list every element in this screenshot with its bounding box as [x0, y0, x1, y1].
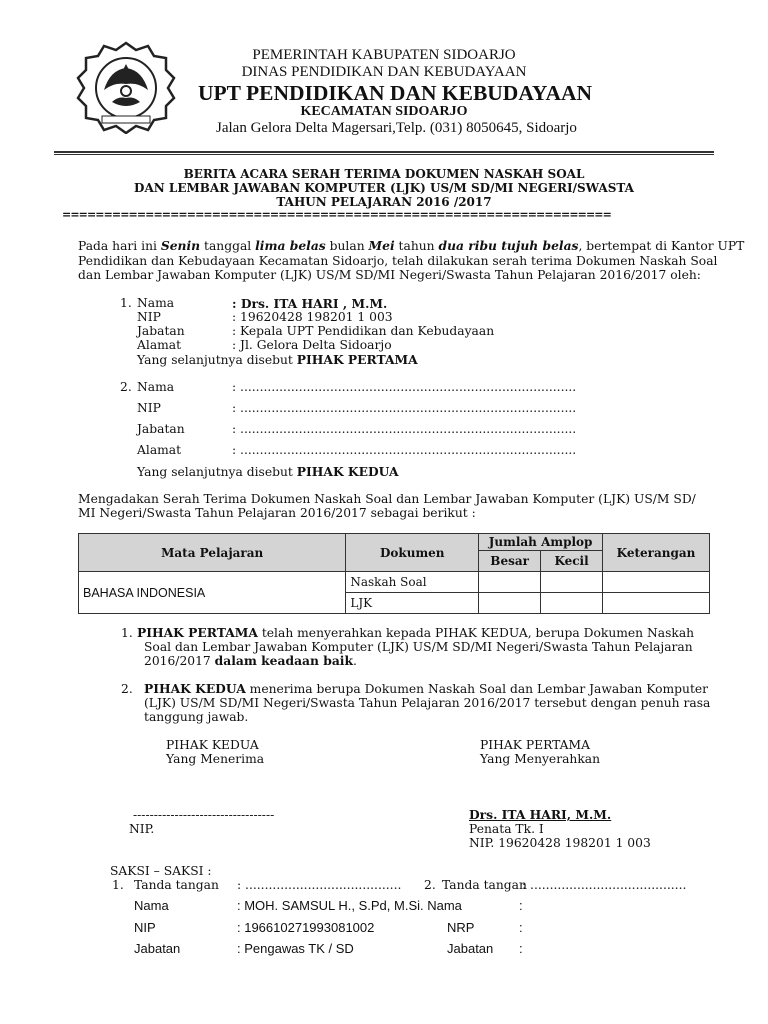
sign-right-subtitle: Yang Menyerahkan [480, 752, 601, 766]
pihak2-value-nama: : ...................................................................................... [232, 380, 577, 394]
point1-number: 1. [121, 626, 133, 640]
saksi-nama-value: : MOH. SAMSUL H., S.Pd, M.Si. Nama [237, 898, 462, 913]
saksi-2-number: 2. [424, 878, 436, 892]
header-line3: UPT PENDIDIKAN DAN KEBUDAYAAN [198, 81, 593, 105]
pihak1-footer: Yang selanjutnya disebut PIHAK PERTAMA [137, 352, 418, 367]
point2-line1: PIHAK KEDUA menerima berupa Dokumen Naskah Soal dan Lembar Jawaban Komputer [144, 681, 709, 696]
point2-line2: (LJK) US/M SD/MI Negeri/Swasta Tahun Pelajaran 2016/2017 tersebut dengan penuh rasa [144, 696, 711, 710]
doc-title-line3: TAHUN PELAJARAN 2016 /2017 [276, 195, 492, 209]
cell-keterangan [603, 572, 710, 593]
cell-besar [479, 593, 541, 614]
saksi-1-label: Tanda tangan [134, 878, 219, 892]
pihak2-footer: Yang selanjutnya disebut PIHAK KEDUA [137, 464, 399, 479]
saksi-2-label: Tanda tangan [442, 878, 527, 892]
point1-line1: PIHAK PERTAMA telah menyerahkan kepada PIHAK KEDUA, berupa Dokumen Naskah [137, 625, 695, 640]
pihak1-label-nip: NIP [137, 310, 161, 324]
doc-title-line1: BERITA ACARA SERAH TERIMA DOKUMEN NASKAH SOAL [183, 167, 585, 181]
pihak1-value-alamat: : Jl. Gelora Delta Sidoarjo [232, 338, 392, 352]
th-besar: Besar [479, 551, 541, 572]
sign-left-nip: NIP. [129, 822, 155, 836]
th-kecil: Kecil [541, 551, 603, 572]
th-dokumen: Dokumen [346, 534, 479, 572]
documents-table [78, 533, 710, 614]
intro-paragraph-line3: dan Lembar Jawaban Komputer (LJK) US/M SD/MI Negeri/Swasta Tahun Pelajaran 2016/2017 oleh: [78, 268, 701, 282]
pihak1-label-nama: Nama [137, 296, 175, 310]
saksi-nip-value: : 196610271993081002 [237, 920, 375, 935]
th-mata-pelajaran: Mata Pelajaran [79, 534, 346, 572]
saksi-title: SAKSI – SAKSI : [110, 864, 212, 878]
th-jumlah-amplop: Jumlah Amplop [479, 534, 603, 551]
saksi-1-signature-line: : ........................................ [237, 878, 402, 892]
sign-right-rank: Penata Tk. I [469, 822, 544, 836]
sign-right-nip: NIP. 19620428 198201 1 003 [469, 836, 651, 850]
cell-dokumen: Naskah Soal [346, 572, 479, 593]
header-divider-thin [54, 154, 714, 155]
mengadakan-line2: MI Negeri/Swasta Tahun Pelajaran 2016/2017 sebagai berikut : [78, 506, 476, 520]
cell-keterangan [603, 593, 710, 614]
point2-number: 2. [121, 682, 133, 696]
pihak2-label-alamat: Alamat [137, 443, 182, 457]
cell-kecil [541, 593, 603, 614]
cell-mata-pelajaran: BAHASA INDONESIA [79, 572, 346, 614]
sign-left-line: ---------------------------------- [133, 808, 275, 822]
pihak1-label-alamat: Alamat [137, 338, 182, 352]
pihak2-value-nip: : ...................................................................................... [232, 401, 577, 415]
cell-dokumen: LJK [346, 593, 479, 614]
saksi-nama-label: Nama [134, 898, 169, 913]
cell-besar [479, 572, 541, 593]
header-address: Jalan Gelora Delta Magersari,Telp. (031) 8050645, Sidoarjo [216, 120, 577, 136]
saksi-2-nama-colon: : [519, 898, 523, 913]
saksi-nip-label: NIP [134, 920, 156, 935]
sign-left-subtitle: Yang Menerima [166, 752, 265, 766]
saksi-2-signature-line: : ........................................ [522, 878, 687, 892]
sign-right-name: Drs. ITA HARI, M.M. [469, 807, 612, 822]
pihak1-number: 1. [120, 296, 132, 310]
saksi-jabatan-label: Jabatan [134, 941, 181, 956]
header-line1: PEMERINTAH KABUPATEN SIDOARJO [252, 47, 516, 63]
pihak2-label-jabatan: Jabatan [137, 422, 185, 436]
saksi-jabatan-value: : Pengawas TK / SD [237, 941, 354, 956]
sign-right-title: PIHAK PERTAMA [480, 738, 591, 752]
pihak1-value-jabatan: : Kepala UPT Pendidikan dan Kebudayaan [232, 324, 495, 338]
header-line2: DINAS PENDIDIKAN DAN KEBUDAYAAN [241, 64, 527, 80]
pihak1-value-nip: : 19620428 198201 1 003 [232, 310, 393, 324]
pihak2-label-nama: Nama [137, 380, 175, 394]
pihak2-label-nip: NIP [137, 401, 161, 415]
pihak2-value-jabatan: : ...................................................................................... [232, 422, 577, 436]
saksi-2-jabatan-label: Jabatan [447, 941, 494, 956]
header-divider-thick [54, 151, 714, 153]
title-equals-divider: ================================================================== [62, 208, 611, 221]
intro-paragraph-line2: Pendidikan dan Kebudayaan Kecamatan Sidoarjo, telah dilakukan serah terima Dokumen Naskah Soal [78, 254, 718, 268]
sign-left-title: PIHAK KEDUA [166, 738, 259, 752]
mengadakan-line1: Mengadakan Serah Terima Dokumen Naskah Soal dan Lembar Jawaban Komputer (LJK) US/M SD/ [78, 492, 696, 506]
point1-line3: 2016/2017 dalam keadaan baik. [144, 653, 357, 668]
th-keterangan: Keterangan [603, 534, 710, 572]
saksi-2-nrp-colon: : [519, 920, 523, 935]
point2-line3: tanggung jawab. [144, 710, 249, 724]
header-line4: KECAMATAN SIDOARJO [300, 104, 468, 119]
pihak2-value-alamat: : ...................................................................................... [232, 443, 577, 457]
doc-title-line2: DAN LEMBAR JAWABAN KOMPUTER (LJK) US/M SD/MI NEGERI/SWASTA [134, 181, 634, 195]
pihak2-number: 2. [120, 380, 132, 394]
pihak1-value-nama: : Drs. ITA HARI , M.M. [232, 296, 388, 311]
table-row [79, 572, 710, 593]
intro-paragraph-line1: Pada hari ini Senin tanggal lima belas bulan Mei tahun dua ribu tujuh belas, bertempat di Kantor UPT [78, 238, 745, 253]
pihak1-label-jabatan: Jabatan [137, 324, 185, 338]
saksi-2-jabatan-colon: : [519, 941, 523, 956]
point1-line2: Soal dan Lembar Jawaban Komputer (LJK) US/M SD/MI Negeri/Swasta Tahun Pelajaran [144, 640, 693, 654]
saksi-2-nrp-label: NRP [447, 920, 475, 935]
cell-kecil [541, 572, 603, 593]
saksi-1-number: 1. [112, 878, 124, 892]
